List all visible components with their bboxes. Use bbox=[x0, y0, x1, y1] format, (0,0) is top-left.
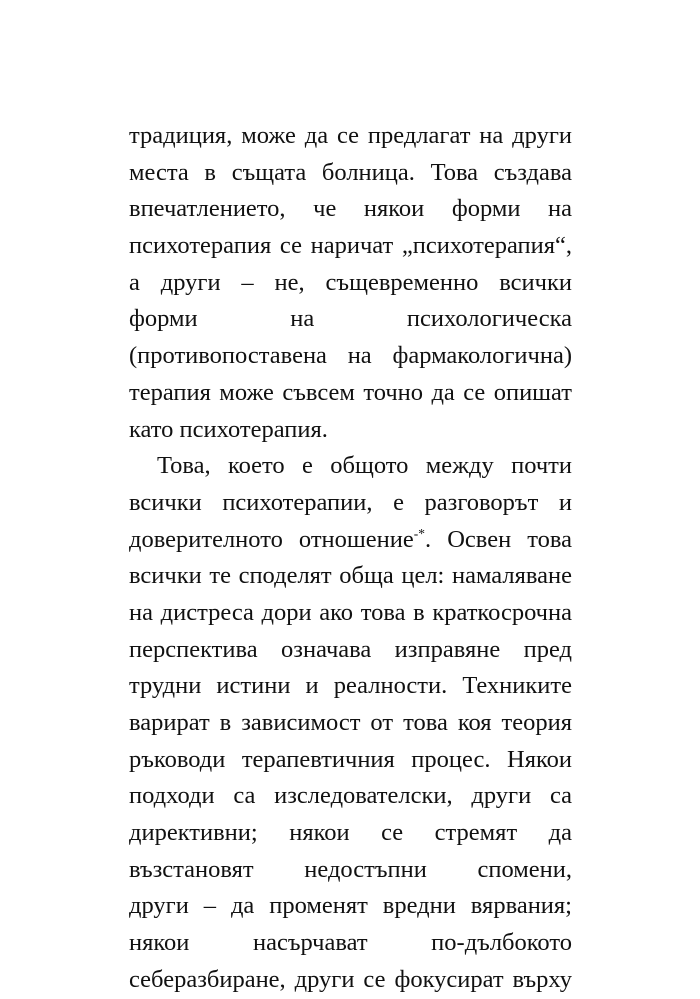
text-line: възстановят недостъпни спомени, bbox=[129, 855, 572, 883]
paragraph-1 bbox=[129, 118, 572, 448]
text-line: на дистреса дори ако това в краткосрочна bbox=[129, 598, 572, 626]
text-line: подходи са изследователски, други са bbox=[129, 782, 572, 810]
text-line: традиция, може да се предлагат на други bbox=[129, 122, 572, 149]
text-line: като психотерапия. bbox=[129, 415, 328, 443]
text-line: някои насърчават по-дълбокото bbox=[129, 929, 572, 957]
body-text bbox=[129, 118, 572, 999]
text-line: варират в зависимост от това коя теория bbox=[129, 709, 572, 736]
text-line-with-footnote bbox=[129, 522, 572, 559]
text-line: форми на психологическа bbox=[129, 305, 572, 333]
footnote-marker[interactable]: -* bbox=[413, 525, 425, 541]
text-line: други – да променят вредни вярвания; bbox=[129, 892, 572, 920]
text-line: (противопоставена на фармакологична) bbox=[129, 342, 572, 370]
text-line: себеразбиране, други се фокусират върху bbox=[129, 965, 572, 993]
text-line: места в същата болница. Това създава bbox=[129, 158, 572, 186]
text-fragment: . Освен това bbox=[425, 525, 573, 553]
text-line: всички те споделят обща цел: намаляване bbox=[129, 562, 572, 590]
text-line: ръководи терапевтичния процес. Някои bbox=[129, 745, 572, 773]
text-line: а други – не, същевременно всички bbox=[129, 268, 572, 296]
text-fragment: доверителното отношение bbox=[129, 525, 414, 553]
text-line: перспектива означава изправяне пред bbox=[129, 635, 572, 663]
text-line: всички психотерапии, е разговорът и bbox=[129, 488, 572, 516]
text-line: психотерапия се наричат „психотерапия“, bbox=[129, 232, 572, 260]
text-line: Това, което е общото между почти bbox=[157, 452, 572, 480]
text-line: директивни; някои се стремят да bbox=[129, 819, 572, 847]
paragraph-2 bbox=[129, 448, 572, 998]
text-line: терапия може съвсем точно да се опишат bbox=[129, 378, 572, 406]
text-line: трудни истини и реалности. Техниките bbox=[129, 672, 572, 700]
text-line: впечатлението, че някои форми на bbox=[129, 195, 572, 223]
